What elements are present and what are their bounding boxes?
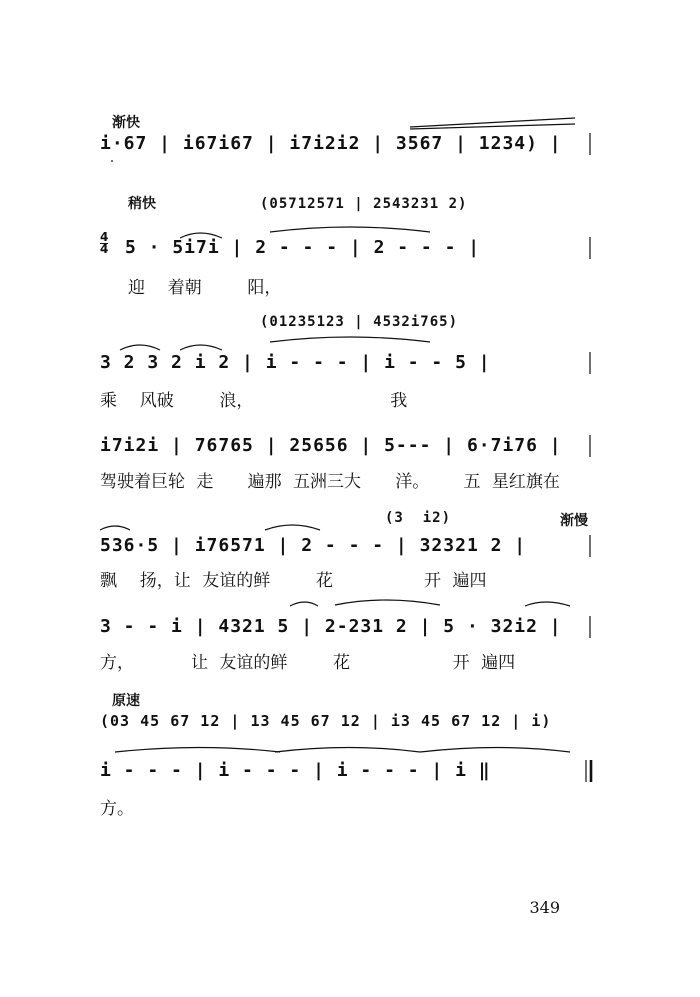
notation-system-6: 3 - - i | 4321 5 | 2-231 2 | 5 · 32i2 |: [100, 616, 562, 637]
slur-arc-3: [180, 345, 222, 350]
notation-inset: (3 i2): [385, 510, 452, 526]
page-number: 349: [529, 898, 560, 917]
notation-system-7: (03 45 67 12 | 13 45 67 12 | i3 45 67 12 | i): [100, 712, 552, 730]
tie-arc-1: [270, 227, 430, 232]
slur-arc-8: [525, 602, 570, 606]
lyrics-line-1: 迎 着朝 阳，: [128, 278, 282, 298]
lyrics-line-4: 飘 扬，让 友谊的鲜 花 开 遍四: [100, 571, 487, 591]
lyrics-line-5: 方， 让 友谊的鲜 花 开 遍四: [100, 653, 516, 673]
notation-intro-2: (01235123 | 4532i765): [260, 314, 459, 330]
slur-arc-1: [180, 233, 222, 238]
slur-arc-4: [100, 526, 130, 530]
notation-system-8: i - - - | i - - - | i - - - | i ‖: [100, 760, 491, 781]
lyrics-line-6: 方。: [100, 799, 134, 819]
notation-intro-1: (05712571 | 2543231 2): [260, 196, 468, 212]
tempo-mark-slightly-faster: 稍快: [128, 196, 156, 212]
tempo-mark-accelerando: 渐快: [112, 115, 140, 131]
slur-arc-5: [265, 525, 320, 530]
tempo-mark-ritardando: 渐慢: [560, 513, 588, 529]
notation-system-5: 536·5 | i76571 | 2 - - - | 32321 2 |: [100, 535, 527, 556]
crescendo-hairpin-bottom: [410, 124, 575, 129]
slur-arc-2: [120, 345, 160, 350]
crescendo-hairpin-top: [410, 118, 575, 127]
tempo-mark-a-tempo: 原速: [112, 693, 140, 709]
lyrics-line-3: 驾驶着巨轮 走 遍那 五洲三大 洋。 五 星红旗在: [100, 472, 560, 492]
tie-arc-4: [275, 748, 420, 753]
lyrics-line-2: 乘 风破 浪， 我: [100, 391, 408, 411]
tie-arc-5: [420, 748, 570, 753]
notation-system-3: 3 2 3 2 i 2 | i - - - | i - - 5 |: [100, 352, 491, 373]
slur-arc-6: [335, 600, 440, 605]
slur-arc-7: [290, 602, 318, 606]
time-signature-bottom: 4: [100, 242, 109, 256]
notation-system-2: 5 · 5i7i | 2 - - - | 2 - - - |: [125, 237, 481, 258]
time-signature-top: 4: [100, 230, 109, 244]
tie-arc-2: [270, 337, 430, 342]
notation-system-4: i7i2i | 76765 | 25656 | 5--- | 6·7i76 |: [100, 435, 562, 456]
tie-arc-3: [115, 748, 280, 753]
notation-system-1: i·67 | i67i67 | i7i2i2 | 3567 | 1234) |: [100, 133, 562, 154]
